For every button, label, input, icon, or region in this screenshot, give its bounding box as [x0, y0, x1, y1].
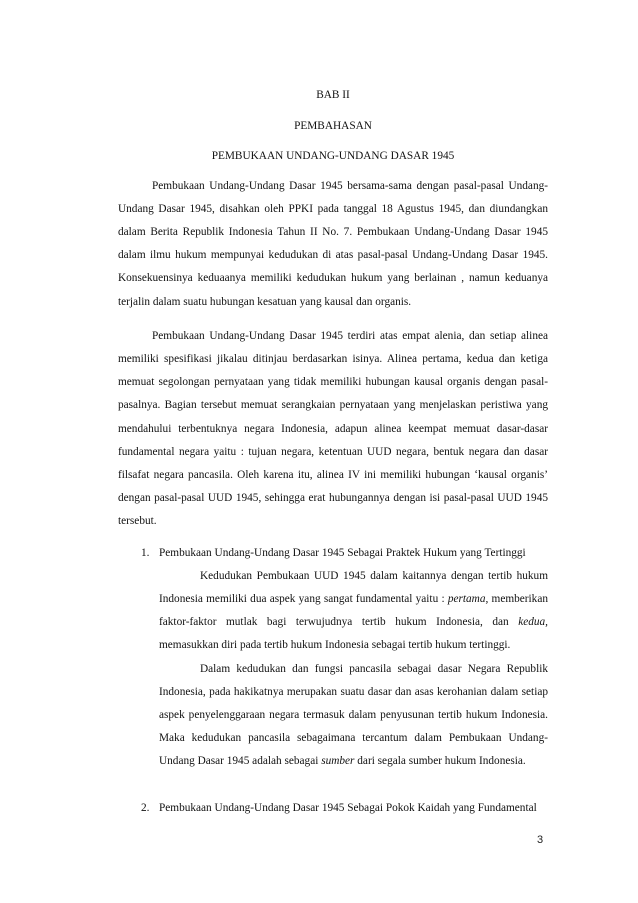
- list-item-2: [118, 797, 548, 820]
- page-number: 3: [537, 834, 544, 846]
- list-item-1-title: Pembukaan Undang-Undang Dasar 1945 Sebagai Praktek Hukum yang Tertinggi: [159, 546, 526, 559]
- emphasis-pertama: pertama,: [447, 593, 489, 606]
- page-content: [118, 84, 548, 820]
- text-run: memasukkan diri pada tertib hukum Indonesia sebagai tertib hukum tertinggi.: [159, 639, 511, 652]
- text-run: memberikan faktor-faktor mutlak bagi terwujudnya tertib hukum Indonesia, dan: [159, 593, 548, 629]
- text-run: Kedudukan Pembukaan UUD 1945 dalam kaitannya dengan tertib hukum Indonesia memiliki dua aspek yang sangat fundamental yaitu :: [159, 569, 548, 606]
- text-run: Dalam kedudukan dan fungsi pancasila sebagai dasar Negara Republik Indonesia, pada hakikatnya merupakan suatu dasar dan asas kerohanian dalam setiap aspek penyelenggaraan negara termasuk dalam penyusunan tertib hukum Indonesia. Maka kedudukan pancasila sebagaimana tercantum dalam Pembukaan Undang-Undang Dasar 1945 adalah sebagai: [159, 662, 548, 768]
- chapter-heading: BAB II: [316, 89, 350, 101]
- list-item-2-number: 2.: [141, 801, 150, 814]
- text-run: dari segala sumber hukum Indonesia.: [354, 755, 526, 768]
- list-item-1: [118, 542, 548, 774]
- emphasis-sumber: sumber: [321, 755, 355, 768]
- paragraph-2: Pembukaan Undang-Undang Dasar 1945 terdiri atas empat alenia, dan setiap alinea memiliki spesifikasi jikalau ditinjau berdasarkan isinya. Alinea pertama, kedua dan ketiga memuat segolongan pernyataan yang tidak memiliki hubungan kausal organis dengan pasal-pasalnya. Bagian tersebut memuat serangkaian pernyataan yang menjelaskan peristiwa yang mendahului terbentuknya negara Indonesia, adapun alinea keempat memuat dasar-dasar fundamental negara yaitu : tujuan negara, ketentuan UUD negara, bentuk negara dan dasar filsafat negara pancasila. Oleh karena itu, alinea IV ini memiliki hubungan ‘kausal organis’ dengan pasal-pasal UUD 1945, sehingga erat hubungannya dengan isi pasal-pasal UUD 1945 tersebut.: [118, 329, 548, 528]
- list-item-1-paragraph-2: [159, 658, 548, 774]
- document-title: PEMBUKAAN UNDANG-UNDANG DASAR 1945: [211, 150, 455, 163]
- list-item-1-number: 1.: [141, 546, 150, 559]
- emphasis-kedua: kedua,: [518, 616, 548, 629]
- numbered-list: [118, 542, 548, 820]
- section-heading: PEMBAHASAN: [294, 120, 372, 133]
- list-item-1-paragraph-1: [159, 565, 548, 658]
- list-item-2-title: Pembukaan Undang-Undang Dasar 1945 Sebagai Pokok Kaidah yang Fundamental: [159, 801, 537, 814]
- paragraph-1: Pembukaan Undang-Undang Dasar 1945 bersama-sama dengan pasal-pasal Undang-Undang Dasar 1945, disahkan oleh PPKI pada tanggal 18 Agustus 1945, dan diundangkan dalam Berita Republik Indonesia Tahun II No. 7. Pembukaan Undang-Undang Dasar 1945 dalam ilmu hukum mempunyai kedudukan di atas pasal-pasal Undang-Undang Dasar 1945. Konsekuensinya keduaanya memiliki kedudukan hukum yang berlainan , namun keduanya terjalin dalam suatu hubungan kesatuan yang kausal dan organis.: [118, 179, 548, 308]
